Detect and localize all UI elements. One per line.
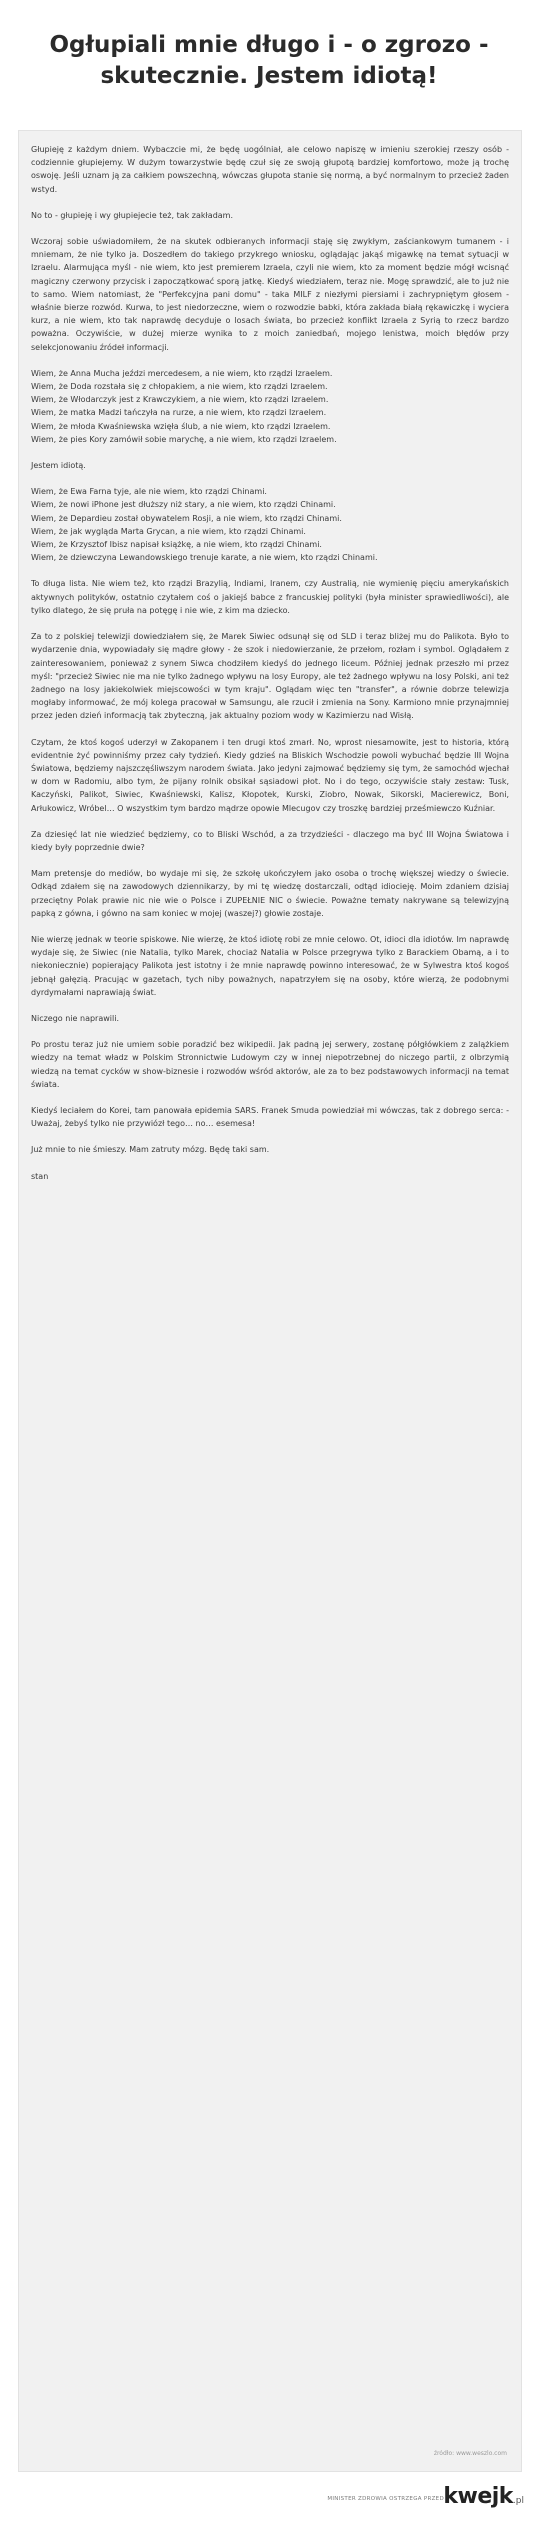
paragraph: stan [31,1171,49,1181]
paragraph: To długa lista. Nie wiem też, kto rządzi Brazylią, Indiami, Iranem, czy Australią, nie wymienię pięciu amerykańskich aktywnych polityków, ostatnio czytałem coś o jakiejś babce z francuskiej polityki (była minister sprawiedliwości), ale tylko dlatego, że się pruła na potęgę i nie wie, z kim ma dziecko. [31,579,509,615]
paragraph: Jestem idiotą. [31,461,86,471]
paragraph: Po prostu teraz już nie umiem sobie poradzić bez wikipedii. Jak padną jej serwery, zostanę półgłówkiem z zalążkiem wiedzy na temat władz w Polskim Stronnictwie Ludowym czy w innej niepotrzebnej do niczego partii, z olbrzymią wiedzą na temat cycków w show-biznesie i rozwodów wśród aktorów, ale za to bez podstawowych informacji na temat świata. [31,1040,509,1089]
paragraph: Mam pretensje do mediów, bo wydaje mi się, że szkołę ukończyłem jako osoba o trochę większej wiedzy o świecie. Odkąd zdałem się na zawodowych dziennikarzy, by mi tę wiedzę dostarczali, odtąd idiocieję. Moim zdaniem dzisiaj przeciętny Polak prawie nic nie wie o Polsce i ZUPEŁNIE NIC o świecie. Poważne tematy nakrywane są telewizyjną papką z gówna, i gówno na sam koniec w mojej (waszej?) głowie zostaje. [31,869,509,918]
paragraph: Czytam, że ktoś kogoś uderzył w Zakopanem i ten drugi ktoś zmarł. No, wprost niesamowite, jest to historia, którą evidentnie żyć powinniśmy przez cały tydzień. Kiedy gdzieś na Bliskich Wschodzie powoli wybuchać będzie III Wojna Światowa, będziemy najszczęśliwszym narodem świata. Jako jedyni zajmować będziemy się tym, że samochód wjechał w dom w Radomiu, albo tym, że pijany rolnik obsikał sąsiadowi płot. No i do tego, oczywiście stały zestaw: Tusk, Kaczyński, Palikot, Siwiec, Kwaśniewski, Kalisz, Kłopotek, Kurski, Ziobro, Nowak, Sikorski, Macierewicz, Boni, Arłukowicz, Wróbel… O wszystkim tym bardzo mądrze opowie Mlecugov czy troszkę bardziej prześmiewczo Kuźniar. [31,737,509,813]
article-body [31,143,509,1196]
paragraph: Nie wierzę jednak w teorie spiskowe. Nie wierzę, że ktoś idiotę robi ze mnie celowo. Ot, idioci dla idiotów. Im naprawdę wydaje się, że Siwiec (nie Natalia, tylko Marek, chociaż Natalia w Polsce przegrywa tylko z Barackiem Obamą, a i to niekoniecznie) popierający Palikota jest istotny i że mnie naprawdę powinno interesować, że w Sylwestra ktoś kogoś jebnął gałęzią. Pracując w gazetach, tych niby poważnych, napatrzyłem się na osoby, które wierzą, że podobnymi dyrdymałami naprawiają świat. [31,934,509,997]
logo-main: kwejk [443,2484,513,2509]
paragraph: Wczoraj sobie uświadomiłem, że na skutek odbieranych informacji staję się zwykłym, zaściankowym tumanem - i mniemam, że nie tylko ja. Doszedłem do takiego przykrego wniosku, oglądając jakąś migawkę na temat sytuacji w Izraelu. Alarmująca myśl - nie wiem, kto jest premierem Izraela, czyli nie wiem, kto za moment będzie mógł wcisnąć magiczny czerwony przycisk i zapoczątkować sporą jatkę. Kiedyś wiedziałem, teraz nie. Mogę sprawdzić, ale to już nie to samo. Wiem natomiast, że "Perfekcyjna pani domu" - taka MILF z niezłymi piersiami i zachrypniętym głosem - właśnie bierze rozwód. Kurwa, to jest niedorzeczne, wiem o rozwodzie babki, która zakłada białą rękawiczkę i wyciera kurz, a nie wiem, kto tak naprawdę decyduje o losach świata, bo przecież konflikt Izraela z Syrią to rzecz bardzo poważna. Oczywiście, w dużej mierze wynika to z moich zaniedbań, mojego lenistwa, moich błędów przy selekcjonowaniu źródeł informacji. [31,237,509,352]
paragraph: Za to z polskiej telewizji dowiedziałem się, że Marek Siwiec odsunął się od SLD i teraz bliżej mu do Palikota. Było to wydarzenie dnia, wypowiadały się mądre głowy - że szok i niedowierzanie, że przełom, rozłam i symbol. Oglądałem z zainteresowaniem, ponieważ z synem Siwca chodziłem kiedyś do jednego liceum. Później jednak przeszło mi przez myśl: "przecież Siwiec nie ma nie tylko żadnego wpływu na losy Europy, ale też żadnego wpływu na losy Polski, ani też żadnego na losy jakiekolwiek miejscowości w tym kraju". Oglądam więc ten "transfer", a równie dobrze telewizja mogłaby informować, że mój kolega pracował w Samsungu, ale rzucił i zmienia na Sony. Karmiono mnie przynajmniej przez jeden dzień informacją tak zbyteczną, jak aktualny poziom wody w Kazimierzu nad Wisłą. [31,632,509,721]
paragraph: Wiem, że Anna Mucha jeździ mercedesem, a nie wiem, kto rządzi Izraelem. Wiem, że Doda rozstała się z chłopakiem, a nie wiem, kto rządzi Izraelem. Wiem, że Włodarczyk jest z Krawczykiem, a nie wiem, kto rządzi Izraelem. Wiem, że matka Madzi tańczyła na rurze, a nie wiem, kto rządzi Izraelem. Wiem, że młoda Kwaśniewska wzięła ślub, a nie wiem, kto rządzi Izraelem. Wiem, że pies Kory zamówił sobie marychę, a nie wiem, kto rządzi Izraelem. [31,368,337,444]
paragraph: Już mnie to nie śmieszy. Mam zatruty mózg. Będę taki sam. [31,1145,270,1155]
source-caption[interactable]: źródło: www.weszlo.com [433,2450,507,2457]
logo-suffix: .pl [512,2496,524,2506]
paragraph: Niczego nie naprawili. [31,1013,119,1023]
text-card [18,130,522,2472]
footer-bar [0,2472,540,2523]
paragraph: Wiem, że Ewa Farna tyje, ale nie wiem, kto rządzi Chinami. Wiem, że nowi iPhone jest dłuższy niż stary, a nie wiem, kto rządzi Chinami. Wiem, że Depardieu został obywatelem Rosji, a nie wiem, kto rządzi Chinami. Wiem, że jak wygląda Marta Grycan, a nie wiem, kto rządzi Chinami. Wiem, że Krzysztof Ibisz napisał książkę, a nie wiem, kto rządzi Chinami. Wiem, że dziewczyna Lewandowskiego trenuje karate, a nie wiem, kto rządzi Chinami. [31,487,378,563]
page-title: Ogłupiali mnie długo i - o zgrozo - skutecznie. Jestem idiotą! [49,32,489,89]
warning-caption: MINISTER ZDROWIA OSTRZEGA PRZED [327,2496,444,2502]
kwejk-logo[interactable] [443,2484,524,2509]
paragraph: Za dziesięć lat nie wiedzieć będziemy, co to Bliski Wschód, a za trzydzieści - dlaczego ma być III Wojna Światowa i kiedy były poprzednie dwie? [31,829,509,852]
paragraph: Głupieję z każdym dniem. Wybaczcie mi, że będę uogólniał, ale celowo napiszę w imieniu szerokiej rzeszy osób - codziennie głupiejemy. W dużym towarzystwie będę czuł się ze swoją głupotą bardziej komfortowo, może ją trochę oswoję. Jeśli uznam ją za całkiem powszechną, wówczas głupota stanie się normą, a być normalnym to przecież żaden wstyd. [31,145,509,194]
paragraph: No to - głupieję i wy głupiejecie też, tak zakładam. [31,210,234,220]
paragraph: Kiedyś leciałem do Korei, tam panowała epidemia SARS. Franek Smuda powiedział mi wówczas, tak z dobrego serca: - Uważaj, żebyś tylko nie przywiózł tego… no… esemesa! [31,1105,509,1129]
title-area [0,0,540,130]
